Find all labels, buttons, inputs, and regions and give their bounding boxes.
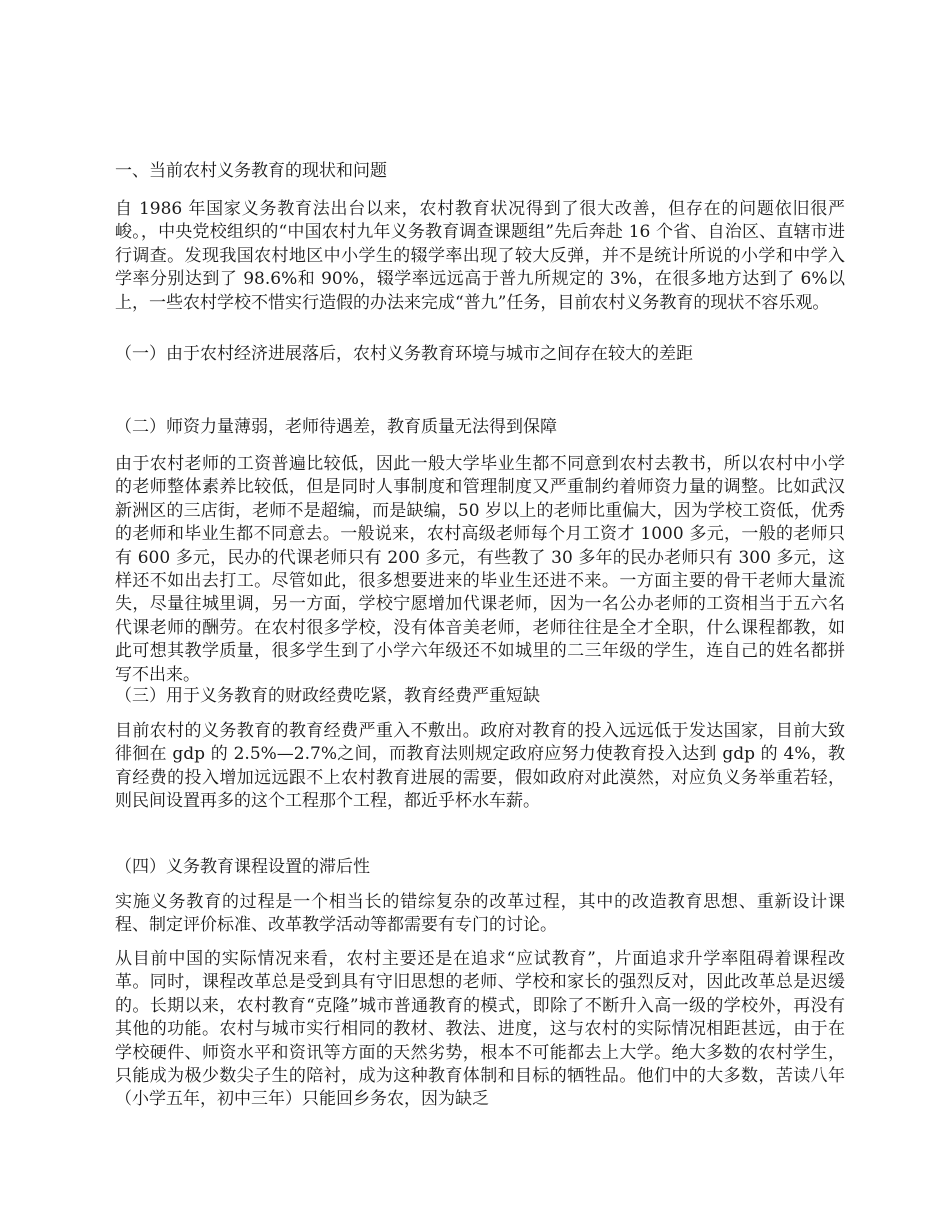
paragraph-3: 目前农村的义务教育的教育经费严重入不敷出。政府对教育的投入远远低于发达国家，目前大致徘徊在 gdp 的 2.5%—2.7%之间，而教育法则规定政府应努力使教育投入达到 gdp 的 4%，教育经费的投入增加远远跟不上农村教育进展的需要，假如政府对此漠然，对应负义务举重若轻，则民间设置再多的这个工程那个工程，都近乎杯水车薪。 xyxy=(115,721,845,812)
section-heading-1: 一、当前农村义务教育的现状和问题 xyxy=(115,161,387,181)
paragraph-2: 由于农村老师的工资普遍比较低，因此一般大学毕业生都不同意到农村去教书，所以农村中小学的老师整体素养比较低，但是同时人事制度和管理制度又严重制约着师资力量的调整。比如武汉新洲区的三店街，老师不是超编，而是缺编，50 岁以上的老师比重偏大，因为学校工资低，优秀的老师和毕业生都不同意去。一般说来，农村高级老师每个月工资才 1000 多元，一般的老师只有 600 多元，民办的代课老师只有 200 多元，有些教了 30 多年的民办老师只有 300 多元，这样还不如出去打工。尽管如此，很多想要进来的毕业生还进不来。一方面主要的骨干老师大量流失，尽量往城里调，另一方面，学校宁愿增加代课老师，因为一名公办老师的工资相当于五六名代课老师的酬劳。在农村很多学校，没有体音美老师，老师往往是全才全职，什么课程都教，如此可想其教学质量，很多学生到了小学六年级还不如城里的二三年级的学生，连自己的姓名都拼写不出来。 xyxy=(115,454,845,685)
section-heading-3: （二）师资力量薄弱，老师待遇差，教育质量无法得到保障 xyxy=(115,417,557,437)
section-heading-4: （三）用于义务教育的财政经费吃紧，教育经费严重短缺 xyxy=(115,686,540,706)
paragraph-1: 自 1986 年国家义务教育法出台以来，农村教育状况得到了很大改善，但存在的问题依旧很严峻。，中央党校组织的“中国农村九年义务教育调查课题组”先后奔赴 16 个省、自治区、直辖市进行调查。发现我国农村地区中小学生的辍学率出现了较大反弹，并不是统计所说的小学和中学入学率分别达到了 98.6%和 90%，辍学率远远高于普九所规定的 3%，在很多地方达到了 6%以上，一些农村学校不惜实行造假的办法来完成“普九”任务，目前农村义务教育的现状不容乐观。 xyxy=(115,199,845,313)
paragraph-4: 实施义务教育的过程是一个相当长的错综复杂的改革过程，其中的改造教育思想、重新设计课程、制定评价标准、改革教学活动等都需要有专门的讨论。 xyxy=(115,892,845,936)
section-heading-5: （四）义务教育课程设置的滞后性 xyxy=(115,857,370,877)
paragraph-5: 从目前中国的实际情况来看，农村主要还是在追求“应试教育”，片面追求升学率阻碍着课程改革。同时，课程改革总是受到具有守旧思想的老师、学校和家长的强烈反对，因此改革总是迟缓的。长期以来，农村教育“克隆”城市普通教育的模式，即除了不断升入高一级的学校外，再没有其他的功能。农村与城市实行相同的教材、教法、进度，这与农村的实际情况相距甚远，由于在学校硬件、师资水平和资讯等方面的天然劣势，根本不可能都去上大学。绝大多数的农村学生，只能成为极少数尖子生的陪衬，成为这种教育体制和目标的牺牲品。他们中的大多数，苦读八年（小学五年，初中三年）只能回乡务农，因为缺乏 xyxy=(115,949,845,1110)
section-heading-2: （一）由于农村经济进展落后，农村义务教育环境与城市之间存在较大的差距 xyxy=(115,344,693,364)
